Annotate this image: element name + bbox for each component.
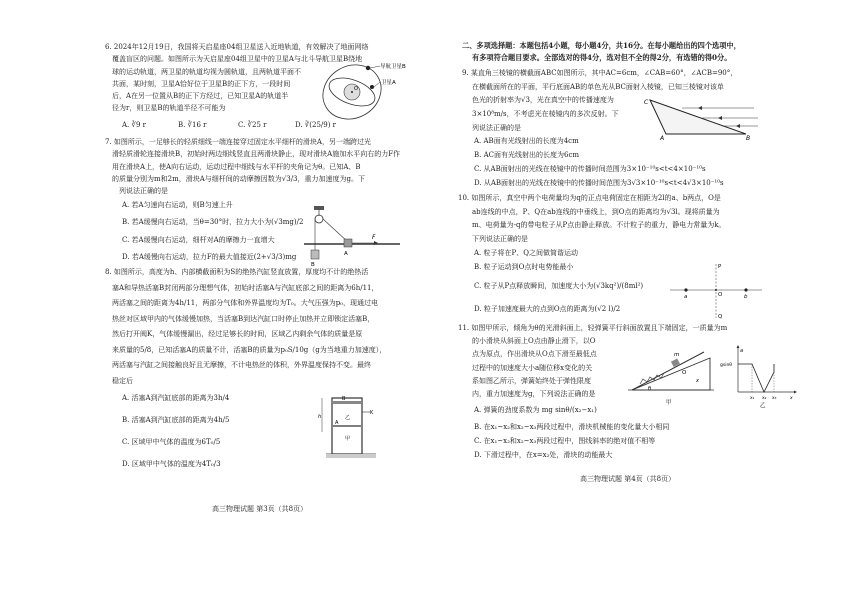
q10-option-c: C. 粒子从P点释放瞬间，加速度大小为(√3kq²)/(8ml²) xyxy=(474,282,644,290)
q7-line: 列说法正确的是 xyxy=(119,187,168,196)
q6-option-d: D. ∛(25/9) r xyxy=(295,121,337,129)
q8-option-c: C. 区域甲中气体的温度为6T₀/5 xyxy=(122,438,221,446)
q7-line: 7. 如图所示，一足够长的轻质细线一端连接穿过固定水平细杆的滑块A，另一端跨过光 xyxy=(105,138,371,146)
q7-line: 的质量分别为m和2m，滑块A与细杆间的动摩擦因数为√3/3，重力加速度为g。下 xyxy=(112,174,365,183)
q7-pulley-figure xyxy=(300,206,404,268)
q9-line: 3×10⁸m/s，不考虑光在棱镜内的多次反射。下 xyxy=(472,110,619,119)
q9-prism-figure xyxy=(642,96,762,140)
q7-line: 用在滑块A上，使A向右运动，运动过程中细线与水平杆的夹角记为θ。已知A、B xyxy=(112,162,361,171)
q11-graph-figure xyxy=(720,344,798,410)
q7-option-a: A. 若A匀速向右运动，则B匀速上升 xyxy=(122,201,233,209)
right-page xyxy=(430,0,861,608)
q6-center-label: O xyxy=(354,86,358,92)
q7-b-label: B xyxy=(311,262,315,268)
q11-option-b: B. 在x₁~x₂和x₂~x₃两段过程中，滑块机械能的变化量大小相同 xyxy=(474,423,670,431)
q11-x3-label: x₃ xyxy=(772,396,777,401)
section-title-line: 有多项符合题目要求。全部选对的得4分，选对但不全的得2分，有选错的得0分。 xyxy=(472,53,732,63)
q11-gsin-label: gsinθ xyxy=(720,363,733,368)
left-page xyxy=(0,0,430,608)
q9-a-label: A xyxy=(660,135,665,140)
q11-jia-label: 甲 xyxy=(666,400,672,406)
q8-line: 塞A和导热活塞B封闭两部分理想气体，初始时活塞A与汽缸底部之间的距离为6h/11， xyxy=(112,283,379,292)
q8-yi-label: 乙 xyxy=(345,415,351,421)
question-10-stem xyxy=(458,192,834,246)
left-page-footer: 高三物理试题 第3页（共8页） xyxy=(212,505,308,513)
q6-line: 径为r，则卫星B的轨道半径不可能为 xyxy=(112,104,226,113)
q11-line: 系如图乙所示，弹簧始终处于弹性限度 xyxy=(472,376,591,385)
q11-m-label: m xyxy=(674,352,680,358)
q6-option-c: C. ∛25 r xyxy=(238,121,267,129)
q10-o-label: O xyxy=(718,292,723,298)
q11-incline-figure xyxy=(626,344,718,410)
q9-c-label: C xyxy=(644,99,649,106)
q10-line: m、电荷量为-q的带电粒子从P点由静止释放。不计粒子的重力，静电力常量为k。 xyxy=(472,221,726,229)
q7-option-c: C. 若A缓慢向右运动，细杆对A的摩擦力一直增大 xyxy=(122,236,275,244)
q10-line: 10. 如图所示，真空中两个电荷量均为q的正点电荷固定在相距为2l的a、b两点，O是 xyxy=(458,194,721,202)
right-page-footer: 高三物理试题 第4页（共8页） xyxy=(580,475,676,483)
q8-line: 8. 如图所示，高度为h、内部横截面积为S的绝热汽缸竖直放置，厚度均不计的绝热活 xyxy=(105,268,369,276)
q6-line: 共面，某时刻，卫星A恰好位于卫星B的正下方，一段时间 xyxy=(112,79,291,88)
q9-option-c: C. 从AB面射出的光线在棱镜中的传播时间范围为3×10⁻¹⁰s<t<4×10⁻¹⁰s xyxy=(474,165,706,173)
q11-o-label: O xyxy=(682,370,687,376)
q7-option-d: D. 若A缓慢向右运动，拉力F的最大值接近(2+√3/3)mg xyxy=(122,253,297,261)
q8-option-a: A. 活塞A到汽缸底部的距离为3h/4 xyxy=(122,394,230,402)
q10-p-label: P xyxy=(718,264,722,270)
q9-line: 9. 某直角三棱镜的横截面ABC如图所示，其中AC=6cm，∠CAB=60°，∠ACB=90°， xyxy=(462,69,738,77)
section-title xyxy=(462,40,832,65)
question-7-stem xyxy=(105,136,425,197)
q8-line: 两活塞之间的距离为4h/11，两部分气体和外界温度均为T₀。大气压强为p₀，现通过电 xyxy=(112,299,378,307)
q8-line: 热丝对区域甲内的气体缓慢加热，当活塞B到达汽缸口时停止加热并立即锁定活塞B， xyxy=(112,314,375,323)
q8-cylinder-figure xyxy=(318,392,384,460)
q9-b-label: B xyxy=(746,135,751,140)
q9-option-a: A. AB面有光线射出的长度为4cm xyxy=(474,137,579,145)
q8-jia-label: 甲 xyxy=(345,436,351,442)
q8-h-label: h xyxy=(318,414,322,420)
q11-line: 的小滑块从斜面上O点由静止滑下，以O xyxy=(472,337,596,346)
q11-x1-label: x₁ xyxy=(750,396,755,401)
q8-line: 来质量的5/8，已知活塞A的质量不计，活塞B的质量为p₀S/10g（g为当地重力加速度）， xyxy=(112,345,387,354)
q10-q-label: Q xyxy=(718,314,723,320)
q8-line: 两活塞与汽缸之间接触良好且无摩擦，不计电热丝的体积，外界温度保持不变。最终 xyxy=(112,361,371,369)
q11-x2-label: x₂ xyxy=(762,396,767,401)
q7-f-label: F xyxy=(372,234,376,241)
q8-option-b: B. 活塞A到汽缸底部的距离为4h/5 xyxy=(122,416,230,424)
q9-option-d: D. 从AB面射出的光线在棱镜中的传播时间范围为3√3×10⁻¹⁰s<t<4√3×10⁻¹⁰s xyxy=(474,179,724,187)
q10-line: 下列说法正确的是 xyxy=(472,234,528,243)
q8-a-label: A xyxy=(335,420,339,426)
q11-option-d: D. 下滑过程中，在x=x₂处，滑块的动能最大 xyxy=(474,451,613,459)
q11-line: 11. 如图甲所示，倾角为θ的光滑斜面上，轻弹簧平行斜面放置且下端固定，一质量为m xyxy=(458,324,728,332)
q11-line: 过程中的加速度大小a随位移x变化的关 xyxy=(472,363,593,372)
q8-b-label: B xyxy=(342,396,346,402)
q9-line: 色光的折射率为√3，光在真空中的传播速度为 xyxy=(472,96,614,105)
q6-option-a: A. ∛9 r xyxy=(122,121,146,129)
section-title-line: 二、多项选择题：本题包括4小题，每小题4分，共16分。在每小题给出的四个选项中， xyxy=(462,41,741,50)
q9-option-b: B. AC面有光线射出的长度为6cm xyxy=(474,151,580,159)
q11-a-axis-label: a xyxy=(740,348,744,354)
q7-a-label: A xyxy=(344,251,348,257)
q8-line: 稳定后 xyxy=(112,376,133,385)
q10-a-label: a xyxy=(684,294,688,300)
q10-option-d: D. 粒子加速度最大的点到O点的距离为(√2 l)/2 xyxy=(474,305,621,313)
q10-charges-figure xyxy=(666,262,766,320)
q8-option-d: D. 区域甲中气体的温度为4T₀/3 xyxy=(122,460,221,468)
q11-x-label-jia: x xyxy=(696,378,699,384)
q6-sat-a-label: 卫星A xyxy=(381,80,396,86)
q11-line: 点为原点，作出滑块从O点下滑至最低点 xyxy=(472,350,597,359)
q11-theta-label: θ xyxy=(648,386,652,392)
q11-option-c: C. 在x₁~x₂和x₂~x₃两段过程中，图线斜率的绝对值不相等 xyxy=(474,437,656,445)
q11-line: 内，重力加速度为g，下列说法正确的是 xyxy=(472,390,596,399)
q9-line: 列说法正确的是 xyxy=(472,123,521,132)
q6-orbit-figure xyxy=(310,58,414,122)
q11-x-axis-label: x xyxy=(790,396,793,401)
q8-line: 然后打开阀K，气体缓慢漏出，经过足够长的时间，区域乙内剩余气体的质量是原 xyxy=(112,330,363,338)
q6-line: 6. 2024年12月19日，我国将天启星座04组卫星送入近地轨道，有效解决了地面网络 xyxy=(105,43,369,51)
q10-b-label: b xyxy=(744,294,748,300)
q6-nav-label: 导航卫星B xyxy=(380,64,406,70)
q10-option-b: B. 粒子运动到O点时电势能最小 xyxy=(474,263,574,271)
q7-line: 滑轻质滑轮连接滑块B，初始时两边细线竖直且两滑块静止，现对滑块A施加水平向右的力F作 xyxy=(112,150,401,159)
q6-line: 后，A在另一位置从B的正下方经过，已知卫星A的轨道半 xyxy=(112,92,289,101)
question-8-stem xyxy=(105,265,425,389)
q9-line: 在横截面所在的平面，平行底面AB的单色光从BC面射入棱镜，已知三棱镜对该单 xyxy=(472,82,724,91)
q6-line: 覆盖盲区的问题。如图所示为天启星座04组卫星中的卫星A与北斗导航卫星B绕地 xyxy=(112,55,363,64)
q6-line: 球的运动轨道，两卫星的轨道均视为圆轨道，且两轨道平面不 xyxy=(112,67,301,76)
q6-option-b: B. ∛16 r xyxy=(178,121,207,129)
q8-k-label: K xyxy=(370,410,374,416)
q11-option-a: A. 弹簧的劲度系数为 mg sinθ/(x₂−x₁) xyxy=(474,406,597,414)
q11-yi-label: 乙 xyxy=(760,403,766,409)
q10-option-a: A. 粒子将在P、Q之间做简谐运动 xyxy=(474,249,578,257)
q10-line: ab连线的中点，P、Q在ab连线的中垂线上，到O点的距离均为√3l。现将质量为 xyxy=(472,207,720,216)
q7-option-b: B. 若A缓慢向右运动，当θ=30°时，拉力大小为(√3mg)/2 xyxy=(122,218,304,226)
